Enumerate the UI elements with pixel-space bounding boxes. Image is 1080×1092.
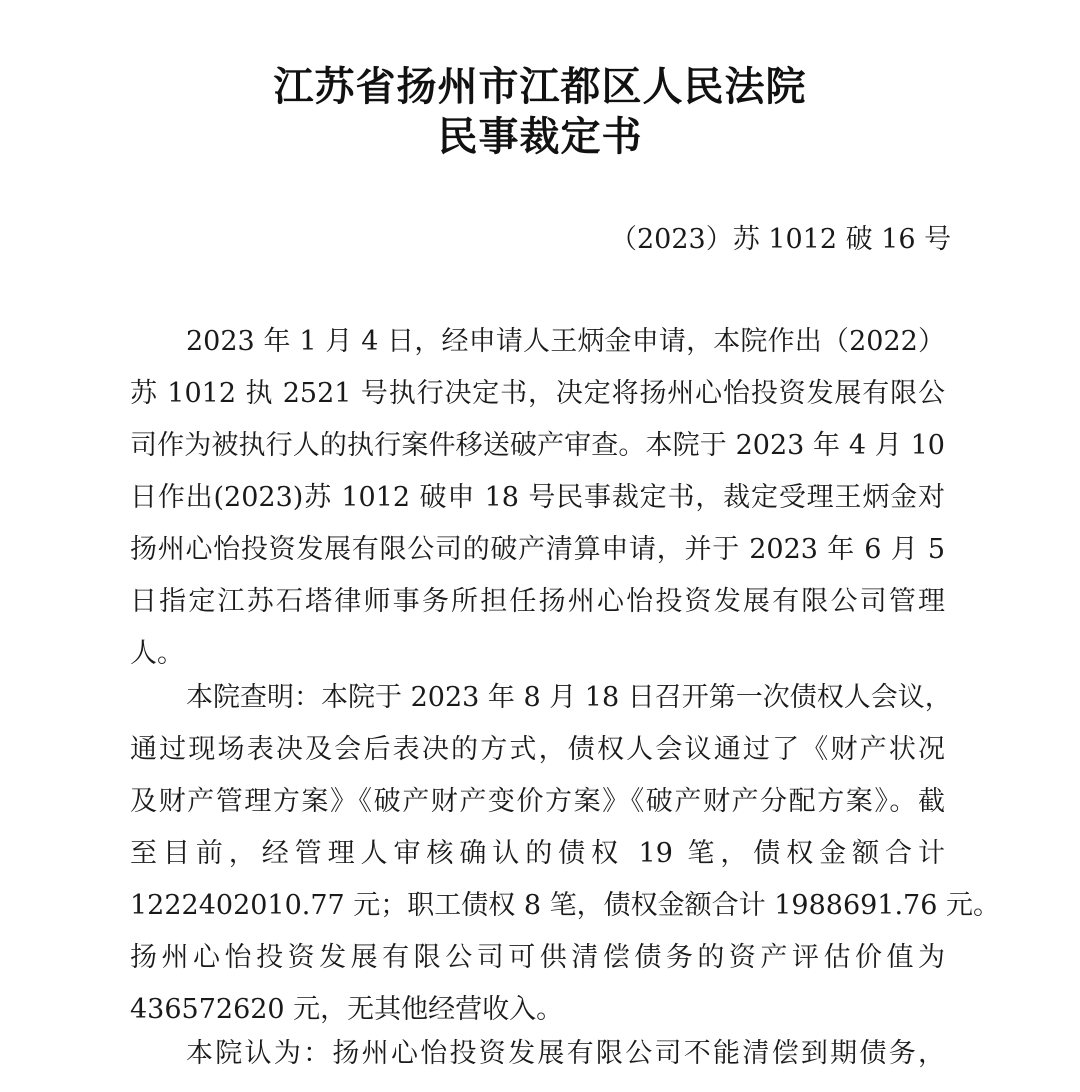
document-type-title: 民事裁定书 <box>437 113 643 160</box>
case-number: （2023）苏 1012 破 16 号 <box>610 224 952 255</box>
body-line: 日指定江苏石塔律师事务所担任扬州心怡投资发展有限公司管理 <box>130 586 945 617</box>
body-line: 日作出(2023)苏 1012 破申 18 号民事裁定书，裁定受理王炳金对 <box>130 482 945 513</box>
court-name-title: 江苏省扬州市江都区人民法院 <box>273 63 807 110</box>
body-line: 通过现场表决及会后表决的方式，债权人会议通过了《财产状况 <box>130 734 945 765</box>
body-line: 2023 年 1 月 4 日，经申请人王炳金申请，本院作出（2022） <box>186 326 945 357</box>
body-line: 本院认为：扬州心怡投资发展有限公司不能清偿到期债务， <box>186 1038 945 1069</box>
body-line: 苏 1012 执 2521 号执行决定书，决定将扬州心怡投资发展有限公 <box>130 378 945 409</box>
body-line: 扬州心怡投资发展有限公司的破产清算申请，并于 2023 年 6 月 5 <box>130 534 945 565</box>
body-line: 至目前，经管理人审核确认的债权 19 笔，债权金额合计 <box>130 838 945 869</box>
body-line: 及财产管理方案》《破产财产变价方案》《破产财产分配方案》。截 <box>130 786 945 817</box>
body-line: 人。 <box>130 638 184 669</box>
body-line: 司作为被执行人的执行案件移送破产审查。本院于 2023 年 4 月 10 <box>130 430 945 461</box>
body-line: 本院查明：本院于 2023 年 8 月 18 日召开第一次债权人会议， <box>186 682 952 713</box>
body-line: 1222402010.77 元；职工债权 8 笔，债权金额合计 1988691.76 元。 <box>130 890 1000 921</box>
body-line: 436572620 元，无其他经营收入。 <box>130 994 564 1025</box>
body-line: 扬州心怡投资发展有限公司可供清偿债务的资产评估价值为 <box>130 942 945 973</box>
